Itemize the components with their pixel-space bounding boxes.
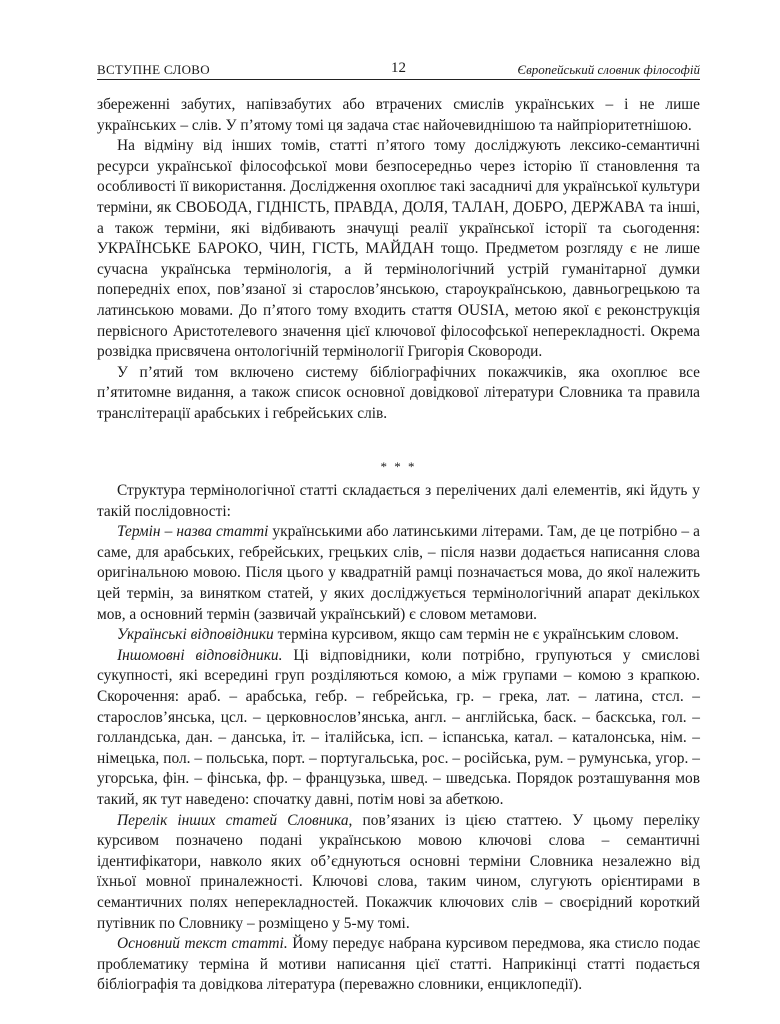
element-related-articles — [97, 811, 700, 935]
element-label: Перелік інших статей Словника — [117, 811, 349, 829]
page-number: 12 — [391, 60, 406, 76]
paragraph: На відміну від інших томів, статті п’ятого тому досліджують лексико-семантичні ресурси української філософської мови безпосередньо через історію її становлення та особливості її використання. Дослідження охоплює такі засадничі для української культури терміни, як СВОБОДА, ГІДНІСТЬ, ПРАВДА, ДОЛЯ, ТАЛАН, ДОБРО, ДЕРЖАВА та інші, а також терміни, які відбивають значущі реалії української історії та сьогодення: УКРАЇНСЬКЕ БАРОКО, ЧИН, ГІСТЬ, МАЙДАН тощо. Предметом розгляду є не лише сучасна українська термінологія, а й термінологічний устрій гуманітарної думки попередніх епох, пов’язаної зі старослов’янською, староукраїнською, давньогрецькою та латинською мовами. До п’ятого тому входить стаття OUSIA, метою якої є реконструкція первісного Аристотелевого значення цієї ключової філософської неперекладності. Окрема розвідка присвячена онтологічній термінології Григорія Сковороди. — [97, 137, 700, 361]
element-text: , пов’язаних із цією статтею. У цьому переліку курсивом позначено подані українською мовою ключові слова – семантичні ідентифікатори, навколо яких об’єднуються основні терміни Словника незалежно від їхньої мовної приналежності. Ключові слова, таким чином, слугують орієнтирами в семантичних полях неперекладностей. Покажчик ключових слів – своєрідний короткий путівник по Словнику – розміщено у 5-му томі. — [97, 811, 700, 932]
running-header — [97, 60, 700, 82]
structure-intro: Структура термінологічної статті складається з перелічених далі елементів, які йдуть у такій послідовності: — [97, 482, 700, 520]
element-foreign-equivalents — [97, 646, 700, 811]
header-rule — [97, 79, 700, 80]
element-label: Термін – назва статті — [117, 523, 269, 541]
book-title: Європейський словник філософій — [517, 62, 700, 77]
element-ukrainian-equivalents — [97, 625, 700, 646]
element-text: терміна курсивом, якщо сам термін не є українським словом. — [273, 626, 679, 644]
paragraph: У п’ятий том включено систему бібліографічних покажчиків, яка охоплює все п’ятитомне видання, а також список основної довідкової літератури Словника та правила транслітерації арабських і гебрейських слів. — [97, 363, 700, 422]
section-separator: * * * — [380, 458, 417, 474]
element-label: Українські відповідники — [117, 626, 274, 644]
element-term — [97, 522, 700, 625]
paragraph: збереженні забутих, напівзабутих або втрачених смислів українських – і не лише українських – слів. У п’ятому томі ця задача стає найочевиднішою та найпріоритетнішою. — [97, 96, 700, 134]
element-text: Йому передує набрана курсивом передмова, яка стисло подає проблематику терміна й мотиви написання цієї статті. Наприкінці статті подається бібліографія та довідкова література (переважно словники, енциклопедії). — [97, 935, 701, 994]
section-title: ВСТУПНЕ СЛОВО — [97, 62, 210, 77]
element-main-text — [97, 934, 700, 996]
element-label: Іншомовні відповідники. — [117, 646, 283, 664]
page-body — [97, 95, 700, 996]
element-label: Основний текст статті. — [117, 935, 288, 953]
element-text: українськими або латинськими літерами. Там, де це потрібно – а саме, для арабських, гебрейських, грецьких слів, – після назви додається написання слова оригінальною мовою. Після цього у квадратній рамці позначається мова, до якої належить цей термін, за винятком статей, у яких досліджується термінологічний апарат декількох мов, а основний термін (зазвичай український) є словом метамови. — [97, 523, 700, 623]
section-gap — [97, 425, 700, 443]
element-text: Ці відповідники, коли потрібно, групуються у смислові сукупності, які всередині груп розділяються комою, а між групами – комою з крапкою. Скорочення: араб. – арабська, гебр. – гебрейська, гр. – грека, лат. – латина, стсл. – старослов’янська, цсл. – церковнослов’янська, англ. – англійська, баск. – баскська, гол. – голландська, дан. – данська, іт. – італійська, ісп. – іспанська, катал. – каталонська, нім. – німецька, пол. – польська, порт. – португальська, рос. – російська, рум. – румунська, угор. – угорська, фін. – фінська, фр. – французька, швед. – шведська. Порядок розташування мов такий, як тут наведено: спочатку давні, потім нові за абеткою. — [97, 646, 700, 808]
